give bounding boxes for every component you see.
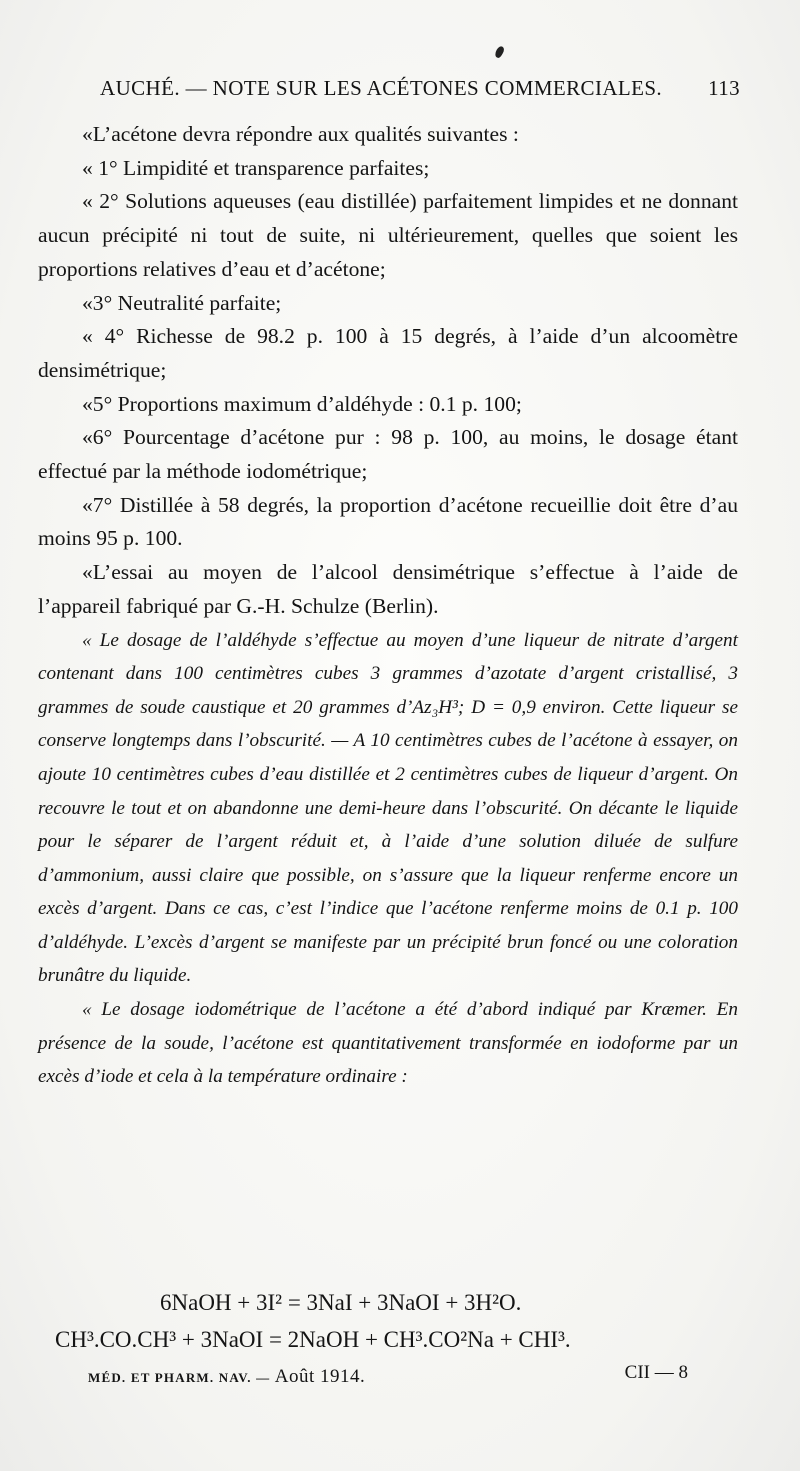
paragraph: «3° Neutralité parfaite; [82,290,282,315]
paragraph: « 1° Limpidité et transparence parfaites; [82,155,430,180]
page-number: 113 [708,76,740,100]
italic-paragraph: « Le dosage de l’aldéhyde s’effectue au moyen d’une liqueur de nitrate d’argent contenant dans 100 centimètres cubes 3 grammes d’azotate d’argent cristallisé, 3 grammes de soude caustique et 20 grammes d’Az₃H³; D = 0,9 environ. Cette liqueur se conserve longtemps dans l’obscurité. — A 10 centimètres cubes de l’acétone à essayer, on ajoute 10 centimètres cubes d’eau distillée et 2 centimètres cubes de liqueur d’argent. On recouvre le tout et on abandonne une demi-heure dans l’obscurité. On décante le liquide pour le séparer de l’argent réduit et, à l’aide d’une solution diluée de sulfure d’ammonium, aussi claire que possible, on s’assure que la liqueur renferme encore un excès d’argent. Dans ce cas, c’est l’indice que l’acétone renferme moins de 0.1 p. 100 d’aldéhyde. L’excès d’argent se manifeste par un précipité brun foncé ou une coloration brunâtre du liquide. [38,629,738,987]
paragraph: «L’essai au moyen de l’alcool densimétrique s’effectue à l’aide de l’appareil fabriqué par G.-H. Schulze (Berlin). [38,560,738,618]
equation: CH³.CO.CH³ + 3NaOI = 2NaOH + CH³.CO²Na + CHI³. [55,1327,571,1352]
paragraph: « 2° Solutions aqueuses (eau distillée) parfaitement limpides et ne donnant aucun précipité ni tout de suite, ni ultérieurement, quelles que soient les proportions relatives d’eau et d’acétone; [38,189,738,281]
paragraph: «6° Pourcentage d’acétone pur : 98 p. 100, au moins, le dosage étant effectué par la méthode iodométrique; [38,425,738,484]
paragraph: «7° Distillée à 58 degrés, la proportion d’acétone recueillie doit être d’au moins 95 p. 100. [38,492,738,551]
page-header [88,76,740,106]
body-text [38,118,738,1094]
paragraph: «L’acétone devra répondre aux qualités suivantes : [82,122,519,146]
equation: 6NaOH + 3I² = 3NaI + 3NaOI + 3H²O. [160,1290,522,1315]
paragraph: «5° Proportions maximum d’aldéhyde : 0.1 p. 100; [82,391,522,416]
issue-date: Août 1914. [274,1366,366,1387]
journal-source [88,1366,365,1388]
sheet-signature: CII — 8 [624,1362,688,1383]
paragraph: « 4° Richesse de 98.2 p. 100 à 15 degrés, à l’aide d’un alcoomètre densimétrique; [38,324,738,382]
italic-paragraph: « Le dosage iodométrique de l’acétone a été d’abord indiqué par Kræmer. En présence de la soude, l’acétone est quantitativement transformée en iodoforme par un excès d’iode et cela à la température ordinaire : [38,999,738,1088]
running-title: AUCHÉ. — NOTE SUR LES ACÉTONES COMMERCIALES. [100,76,663,100]
journal-name: MÉD. ET PHARM. NAV. — [88,1370,271,1385]
page-footer [88,1362,688,1386]
ink-blot [493,45,505,59]
